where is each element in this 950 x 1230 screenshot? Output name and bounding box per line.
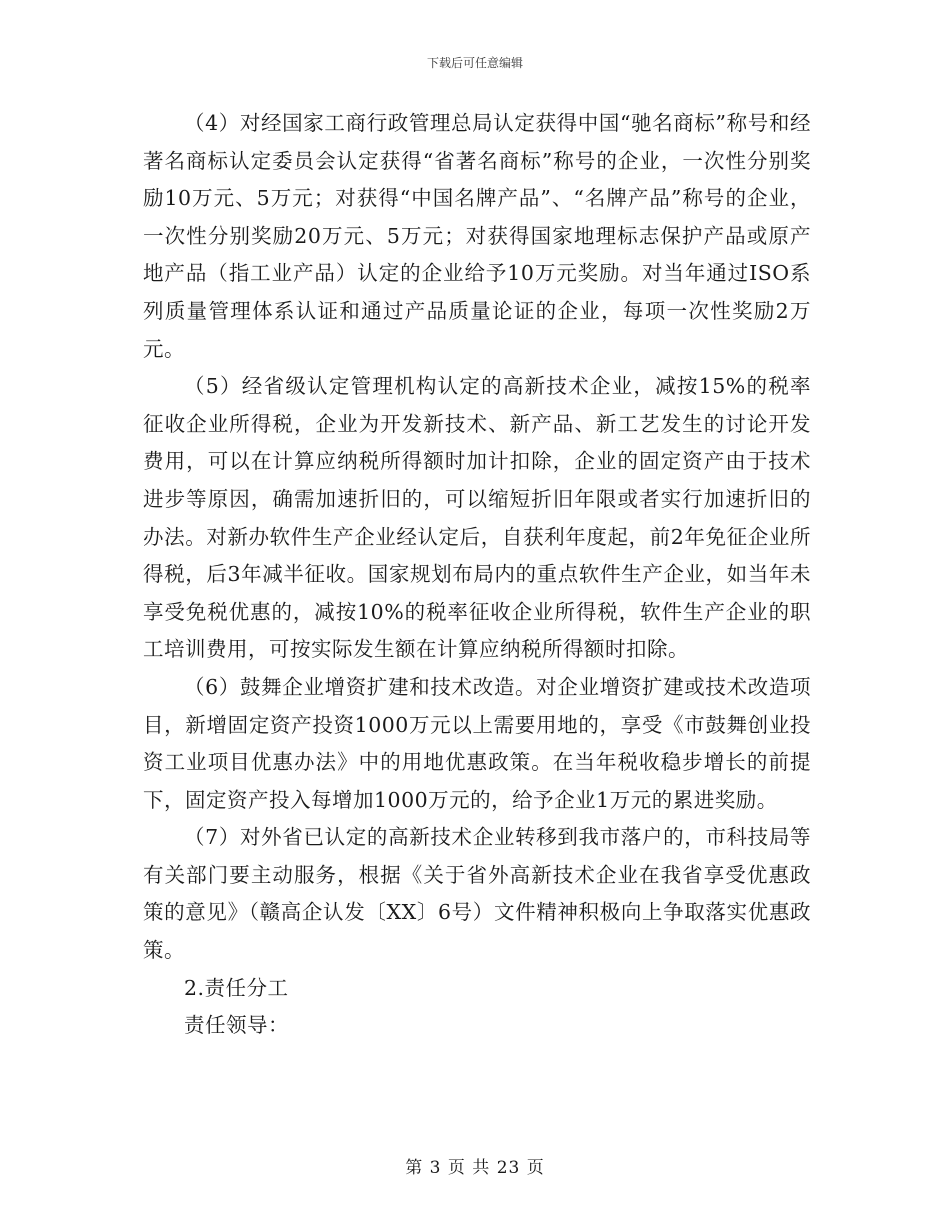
- section-heading: 2.责任分工: [184, 975, 289, 1000]
- paragraph-item-5: （5）经省级认定管理机构认定的高新技术企业，减按15%的税率征收企业所得税，企业为开发新技术、新产品、新工艺发生的讨论开发费用，可以在计算应纳税所得额时加计扣除，企业的固定资产由于技术进步等原因，确需加速折旧的，可以缩短折旧年限或者实行加速折旧的办法。对新办软件生产企业经认定后，自获利年度起，前2年免征企业所得税，后3年减半征收。国家规划布局内的重点软件生产企业，如当年未享受免税优惠的，减按10%的税率征收企业所得税，软件生产企业的职工培训费用，可按实际发生额在计算应纳税所得额时扣除。: [143, 374, 811, 662]
- paragraph-item-4: （4）对经国家工商行政管理总局认定获得中国“驰名商标”称号和经著名商标认定委员会认定获得“省著名商标”称号的企业，一次性分别奖励10万元、5万元；对获得“中国名牌产品”、“名牌产品”称号的企业，一次性分别奖励20万元、5万元；对获得国家地理标志保护产品或原产地产品（指工业产品）认定的企业给予10万元奖励。对当年通过ISO系列质量管理体系认证和通过产品质量论证的企业，每项一次性奖励2万元。: [143, 111, 811, 361]
- paragraph-item-7: （7）对外省已认定的高新技术企业转移到我市落户的，市科技局等有关部门要主动服务，根据《关于省外高新技术企业在我省享受优惠政策的意见》（赣高企认发〔XX〕6号）文件精神积极向上争取落实优惠政策。: [143, 825, 811, 963]
- page-number: 第 3 页 共 23 页: [405, 1158, 545, 1178]
- page-header-note: 下载后可任意编辑: [426, 56, 523, 70]
- responsible-leader-label: 责任领导：: [184, 1013, 289, 1038]
- paragraph-item-6: （6）鼓舞企业增资扩建和技术改造。对企业增资扩建或技术改造项目，新增固定资产投资1000万元以上需要用地的，享受《市鼓舞创业投资工业项目优惠办法》中的用地优惠政策。在当年税收稳步增长的前提下，固定资产投入每增加1000万元的，给予企业1万元的累进奖励。: [143, 674, 811, 812]
- document-body: [143, 105, 811, 1045]
